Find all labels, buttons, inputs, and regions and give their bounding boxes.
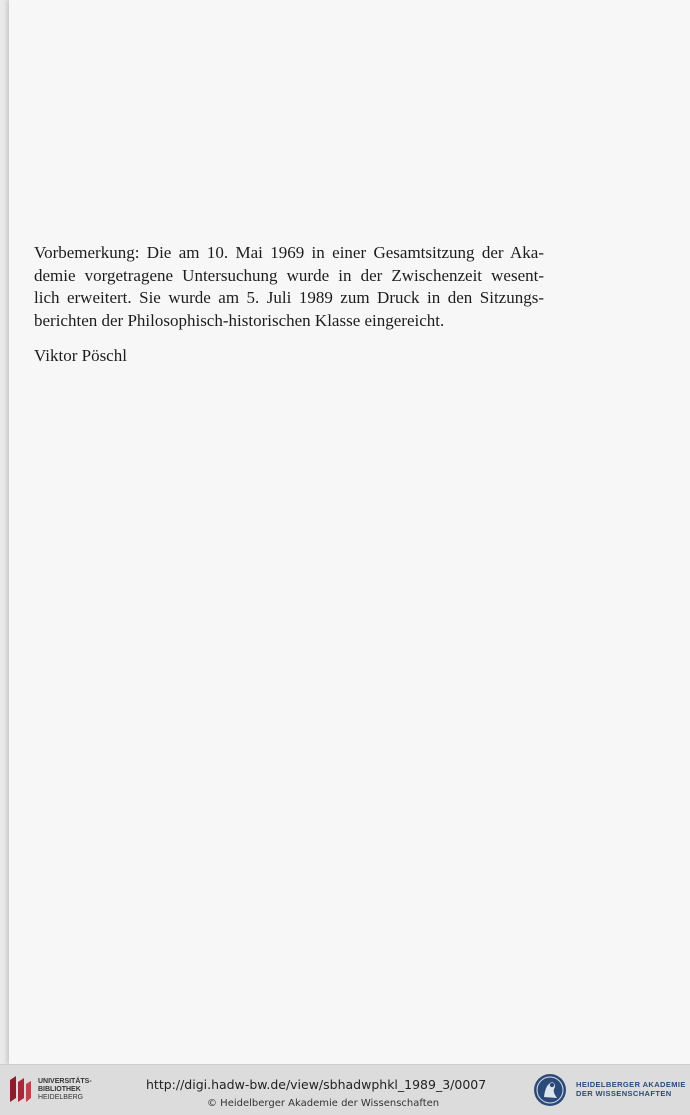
library-name-line: UNIVERSITÄTS- [38,1078,92,1085]
academy-name-line: HEIDELBERGER AKADEMIE [576,1080,686,1089]
university-library-logo-icon [7,1074,33,1104]
document-page [9,0,690,1064]
academy-seal-icon [533,1073,567,1107]
viewer-footer [0,1064,690,1115]
library-name-line: BIBLIOTHEK [38,1086,81,1093]
preface-line: berichten der Philosophisch-historischen Klasse eingereicht. [34,310,445,330]
academy-name-line: DER WISSENSCHAFTEN [576,1089,672,1098]
preface-line: lich erweitert. Sie wurde am 5. Juli 1989 zum Druck in den Sitzungs- [34,288,544,308]
permalink-url[interactable]: http://digi.hadw-bw.de/view/sbhadwphkl_1989_3/0007 [146,1077,487,1092]
preface-paragraph [34,242,544,332]
author-signature: Viktor Pöschl [34,346,127,365]
academy-name [576,1080,686,1098]
preface-line: Vorbemerkung: Die am 10. Mai 1969 in einer Gesamtsitzung der Aka- [34,243,544,262]
preface-line: demie vorgetragene Untersuchung wurde in der Zwischenzeit wesent- [34,265,544,285]
copyright-notice: © Heidelberger Akademie der Wissenschaften [207,1098,440,1109]
library-name-line: HEIDELBERG [38,1094,84,1101]
university-library-name [38,1078,92,1102]
